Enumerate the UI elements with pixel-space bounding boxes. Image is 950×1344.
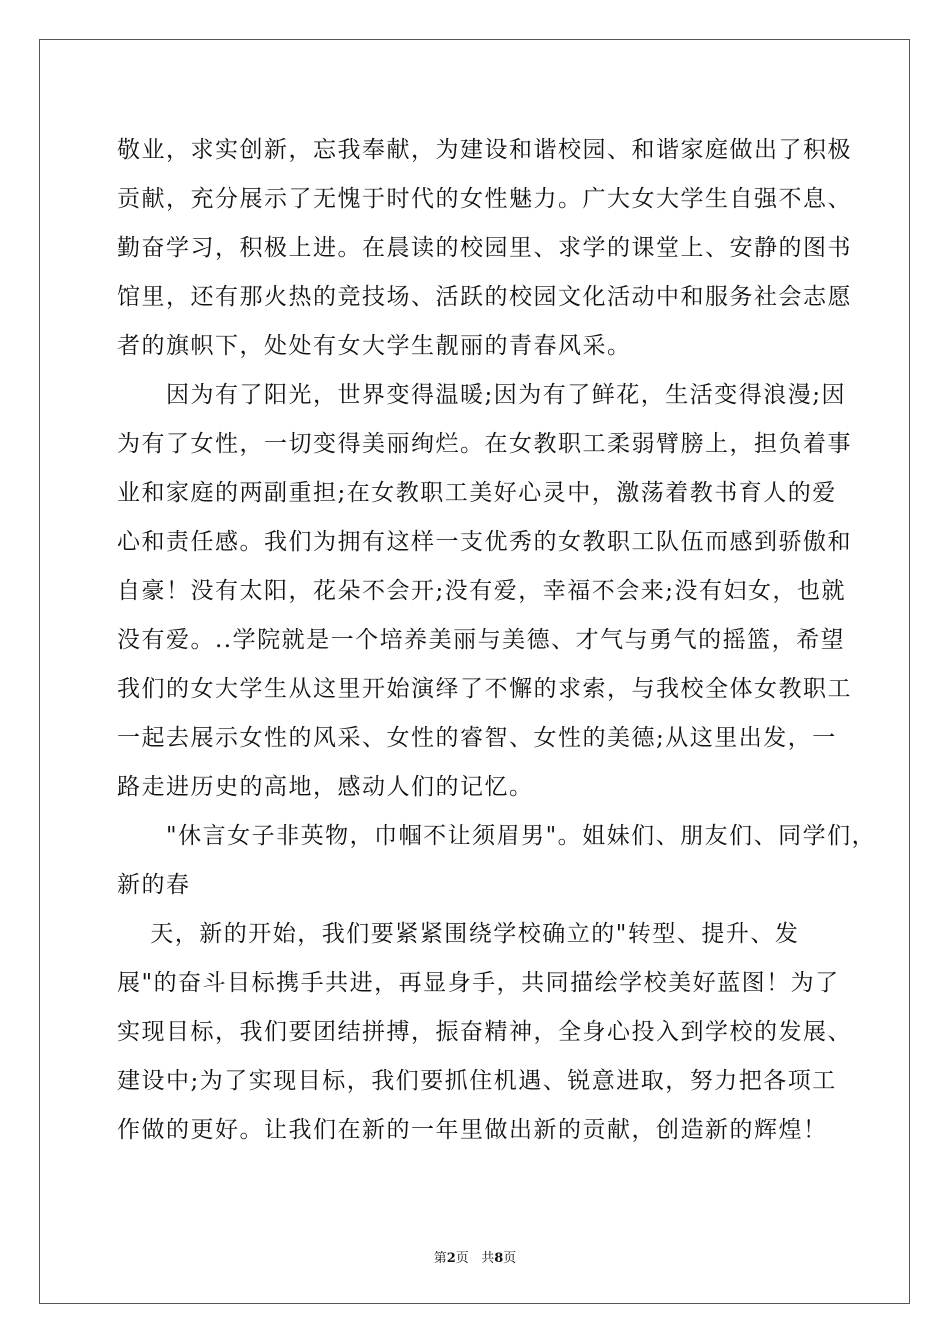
text-line: 勤奋学习，积极上进。在晨读的校园里、求学的课堂上、安静的图书 (117, 235, 852, 261)
text-line: 自豪！没有太阳，花朵不会开;没有爱，幸福不会来;没有妇女，也就 (117, 578, 846, 604)
text-line: 路走进历史的高地，感动人们的记忆。 (117, 774, 534, 800)
text-line: 为有了女性，一切变得美丽绚烂。在女教职工柔弱臂膀上，担负着事 (117, 431, 852, 457)
page-number: 2 (446, 1251, 456, 1266)
text-line: 贡献，充分展示了无愧于时代的女性魅力。广大女大学生自强不息、 (117, 186, 852, 212)
page-prefix: 第 (433, 1251, 447, 1266)
text-line: 新的春 (117, 872, 191, 898)
text-line: 作做的更好。让我们在新的一年里做出新的贡献，创造新的辉煌！ (117, 1117, 828, 1143)
total-suffix: 页 (503, 1251, 517, 1266)
text-line: 我们的女大学生从这里开始演绎了不懈的求索，与我校全体女教职工 (117, 676, 852, 702)
text-line: 心和责任感。我们为拥有这样一支优秀的女教职工队伍而感到骄傲和 (117, 529, 852, 555)
text-line: 展"的奋斗目标携手共进，再显身手，共同描绘学校美好蓝图！为了 (117, 970, 840, 996)
total-prefix: 共 (481, 1251, 495, 1266)
text-line: 因为有了阳光，世界变得温暖;因为有了鲜花，生活变得浪漫;因 (117, 382, 846, 408)
text-line: 天，新的开始，我们要紧紧围绕学校确立的"转型、提升、发 (117, 921, 800, 947)
text-line: 者的旗帜下，处处有女大学生靓丽的青春风采。 (117, 333, 632, 359)
text-line: 敬业，求实创新，忘我奉献，为建设和谐校园、和谐家庭做出了积极 (117, 137, 852, 163)
text-line: 建设中;为了实现目标，我们要抓住机遇、锐意进取，努力把各项工 (117, 1068, 837, 1094)
text-line: 馆里，还有那火热的竞技场、活跃的校园文化活动中和服务社会志愿 (117, 284, 852, 310)
text-line: 没有爱。..学院就是一个培养美丽与美德、才气与勇气的摇篮，希望 (117, 627, 846, 653)
total-pages: 8 (494, 1251, 504, 1266)
text-line: 业和家庭的两副重担;在女教职工美好心灵中，激荡着教书育人的爱 (117, 480, 837, 506)
page-footer (0, 1247, 950, 1266)
page-suffix: 页 (455, 1251, 469, 1266)
text-line: "休言女子非英物，巾帼不让须眉男"。姐妹们、朋友们、同学们， (117, 823, 877, 849)
document-body (117, 126, 877, 1155)
text-line: 实现目标，我们要团结拼搏，振奋精神，全身心投入到学校的发展、 (117, 1019, 852, 1045)
text-line: 一起去展示女性的风采、女性的睿智、女性的美德;从这里出发，一 (117, 725, 837, 751)
